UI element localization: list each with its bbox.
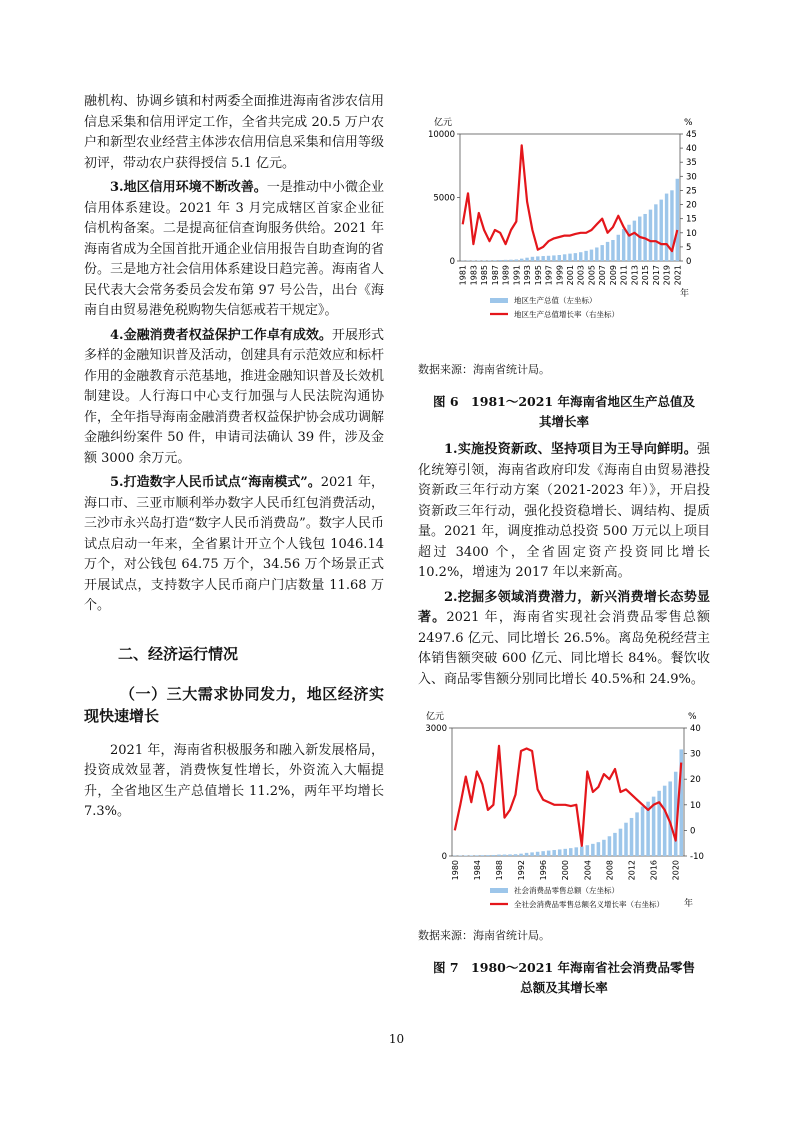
page-number: 10	[388, 1032, 405, 1046]
bar	[617, 235, 620, 261]
right-tick-label: 25	[686, 186, 697, 197]
bar	[665, 194, 668, 261]
right-tick-label: 30	[686, 172, 697, 183]
point-text: 开展形式多样的金融知识普及活动，创建具有示范效应和标杆作用的金融教育示范基地，推进金融知识普及长效机制建设。人行海口中心支行加强与人民法院沟通协作，全年指导海南金融消费者权益保护协会成功调解金融纠纷案件 50 件，申请司法确认 39 件，涉及金额 3000 余万元。	[84, 327, 384, 466]
paragraph-digital-rmb	[84, 473, 384, 617]
chart-retail	[418, 704, 710, 916]
paragraph-credit-environment	[84, 178, 384, 322]
bar	[552, 255, 555, 261]
chart-retail-svg	[418, 704, 710, 912]
bar	[482, 260, 485, 261]
bar	[547, 256, 550, 261]
bar	[558, 255, 561, 261]
x-tick-label: 2013	[630, 265, 640, 286]
bar	[624, 823, 628, 856]
legend-swatch-bar	[490, 298, 508, 303]
x-tick-label: 1995	[533, 265, 543, 286]
point-title: 5.打造数字人民币试点“海南模式”。	[110, 475, 321, 490]
bar	[602, 840, 606, 856]
paragraph-consumption	[418, 588, 710, 691]
x-tick-label: 2016	[649, 860, 659, 881]
x-tick-label: 1991	[512, 265, 522, 286]
x-tick-label: 1999	[555, 265, 565, 286]
right-tick-label: 0	[686, 257, 692, 267]
x-axis-unit: 年	[680, 289, 690, 299]
x-tick-label: 2019	[662, 265, 672, 286]
bar	[630, 818, 634, 856]
legend-swatch-bar	[490, 888, 508, 893]
bar	[504, 260, 507, 261]
bar	[641, 807, 645, 856]
bar	[611, 240, 614, 261]
x-tick-label: 1997	[544, 265, 554, 286]
data-source: 数据来源：海南省统计局。	[418, 363, 550, 376]
bar	[530, 852, 534, 856]
subsection-heading: （一）三大需求协同发力，地区经济实现快速增长	[84, 684, 384, 725]
bar	[676, 179, 679, 261]
x-tick-label: 2011	[619, 265, 629, 286]
point-title: 4.金融消费者权益保护工作卓有成效。	[110, 327, 332, 343]
right-tick-label: 5	[686, 242, 692, 253]
left-tick-label: 10000	[427, 130, 455, 140]
right-tick-label: 40	[690, 724, 701, 734]
right-tick-label: 45	[686, 130, 697, 140]
bar	[503, 855, 507, 856]
x-tick-label: 1996	[539, 860, 549, 881]
bar	[552, 850, 556, 856]
bar	[575, 847, 579, 856]
plot-frame	[460, 134, 680, 261]
x-tick-label: 1988	[494, 860, 504, 881]
bar	[580, 847, 584, 856]
bar	[475, 855, 479, 856]
bar	[531, 257, 534, 261]
x-tick-label: 2004	[583, 860, 593, 881]
bar	[499, 260, 502, 261]
x-tick-label: 2005	[587, 265, 597, 286]
x-tick-label: 1992	[517, 860, 527, 881]
bar	[519, 854, 523, 856]
bar	[536, 256, 539, 261]
point-text: 一是推动中小微企业信用体系建设。2021 年 3 月完成辖区首家企业征信机构备案。二是提高征信查询服务供给。2021 年海南省成为全国首批开通企业信用报告自助查询的省份。三是地方社会信用体系建设日趋完善。海南省人民代表大会常务委员会发布第 97 号公告，出台《海南自由贸易港免税购物失信惩戒若干规定》。	[84, 180, 384, 318]
x-tick-label: 2020	[671, 860, 681, 881]
bar	[558, 849, 562, 856]
bar	[481, 855, 485, 856]
bar	[590, 250, 593, 261]
x-tick-label: 2008	[605, 860, 615, 881]
bar	[657, 791, 661, 856]
legend-label: 社会消费品零售总额（左坐标）	[514, 886, 619, 895]
bar	[635, 812, 639, 856]
section-heading: 二、经济运行情况	[118, 644, 239, 663]
paragraph-rural-credit: 融机构、协调乡镇和村两委全面推进海南省涉农信用信息采集和信用评定工作，全省共完成 20.5 万户农户和新型农业经营主体涉农信用信息采集和信用等级初评，带动农户获得授信 5.1 亿元。	[84, 94, 384, 171]
bar	[464, 855, 468, 856]
right-axis-unit: %	[688, 712, 697, 722]
bar	[649, 210, 652, 261]
bar	[515, 259, 518, 261]
data-source: 数据来源：海南省统计局。	[418, 929, 550, 942]
bar	[514, 854, 518, 856]
bar	[509, 260, 512, 261]
bar	[563, 849, 567, 856]
right-tick-label: 20	[690, 775, 701, 786]
bar	[520, 259, 523, 261]
bar	[584, 251, 587, 261]
bar	[660, 200, 663, 261]
x-tick-label: 2003	[576, 265, 586, 286]
x-tick-label: 2021	[673, 265, 683, 286]
x-axis-unit: 年	[684, 899, 694, 909]
right-tick-label: 10	[686, 228, 697, 239]
x-tick-label: 2000	[561, 860, 571, 881]
bar	[591, 844, 595, 856]
bar	[470, 855, 474, 856]
bar	[622, 229, 625, 261]
left-column	[84, 92, 384, 823]
right-tick-label: 30	[690, 749, 701, 760]
paragraph-consumer-protection	[84, 326, 384, 470]
bar	[579, 252, 582, 261]
legend-label: 地区生产总值增长率（右坐标）	[514, 310, 619, 319]
bar	[654, 204, 657, 261]
bar	[600, 245, 603, 261]
point-text: 强化统筹引领，海南省政府印发《海南自由贸易港投资新政三年行动方案（2021-2023 年）》，开启投资新政三年行动，强化投资稳增长、调结构、提质量。2021 年，调度推动总投资 500 万元以上项目超过 3400 个，全省固定资产投资同比增长 10.2%，增速为 2017 年以来新高。	[418, 442, 710, 580]
left-axis-unit: 亿元	[434, 118, 453, 128]
bar	[663, 786, 667, 856]
left-tick-label: 3000	[425, 724, 447, 734]
bar	[595, 247, 598, 261]
bar	[627, 225, 630, 261]
x-tick-label: 1980	[450, 860, 460, 881]
x-tick-label: 2007	[598, 265, 608, 286]
bar	[597, 842, 601, 856]
point-text: 2021 年，海南省实现社会消费品零售总额 2497.6 亿元、同比增长 26.5%。离岛免税经营主体销售额突破 600 亿元、同比增长 84%。餐饮收入、商品零售额分别同比增长 40.5%和 24.9%。	[418, 610, 710, 687]
bar	[608, 836, 612, 856]
right-tick-label: 0	[690, 826, 696, 837]
chart-gdp-svg	[418, 108, 710, 336]
point-title: 3.地区信用环境不断改善。	[110, 180, 267, 195]
right-tick-label: 35	[686, 158, 697, 169]
bar	[606, 242, 609, 261]
x-tick-label: 1985	[480, 265, 490, 286]
left-tick-label: 0	[449, 257, 455, 267]
bar	[547, 851, 551, 856]
x-tick-label: 1983	[469, 265, 479, 286]
bar	[563, 254, 566, 261]
bar	[613, 833, 617, 856]
bar	[574, 253, 577, 261]
bar	[638, 217, 641, 261]
bar	[488, 260, 491, 261]
bar	[525, 853, 529, 856]
bar	[586, 845, 590, 856]
right-column	[418, 108, 710, 998]
left-tick-label: 5000	[433, 193, 455, 204]
legend-label: 地区生产总值（左坐标）	[514, 296, 597, 305]
figure-caption: 图 7 1980～2021 年海南省社会消费品零售总额及其增长率	[433, 960, 695, 995]
chart-gdp	[418, 108, 710, 340]
x-tick-label: 2017	[651, 265, 661, 286]
x-tick-label: 1987	[490, 265, 500, 286]
right-tick-label: 40	[686, 144, 697, 155]
bar	[497, 855, 501, 856]
bar	[541, 851, 545, 856]
x-tick-label: 2009	[608, 265, 618, 286]
x-tick-label: 1993	[523, 265, 533, 286]
point-text: 2021 年，海口市、三亚市顺利举办数字人民币红包消费活动，三沙市永兴岛打造“数字人民币消费岛”。数字人民币试点启动一年来，全省累计开立个人钱包 1046.14 万个，对公钱包 64.75 万个，34.56 万个场景正式开展试点，支持数字人民币商户门店数量 11.68 万个。	[84, 475, 385, 613]
bar	[568, 254, 571, 261]
bar	[493, 260, 496, 261]
bar	[541, 256, 544, 261]
paragraph-investment	[418, 440, 710, 584]
left-axis-unit: 亿元	[426, 712, 445, 722]
bar	[536, 852, 540, 856]
bar	[569, 848, 573, 856]
right-tick-label: 10	[690, 800, 701, 811]
bar	[633, 221, 636, 261]
x-tick-label: 2001	[566, 265, 575, 286]
right-tick-label: 20	[686, 200, 697, 211]
left-tick-label: 0	[441, 852, 447, 862]
x-tick-label: 1989	[501, 265, 511, 286]
x-tick-label: 1984	[472, 860, 482, 881]
x-tick-label: 1981	[458, 265, 468, 286]
point-title: 2.挖掘多领域消费潜力，新兴消费增长态势显著。	[418, 589, 710, 625]
x-tick-label: 2012	[627, 860, 637, 881]
bar	[492, 855, 496, 856]
right-axis-unit: %	[684, 118, 693, 128]
point-title: 1.实施投资新政、坚持项目为王导向鲜明。	[444, 442, 697, 457]
x-tick-label: 2015	[641, 265, 651, 286]
right-tick-label: -10	[690, 852, 704, 862]
bar	[525, 258, 528, 261]
legend-label: 全社会消费品零售总额名义增长率（右坐标）	[514, 900, 664, 909]
bar	[619, 829, 623, 856]
right-tick-label: 15	[686, 214, 697, 225]
bar	[486, 855, 490, 856]
bar	[508, 854, 512, 856]
figure-caption: 图 6 1981～2021 年海南省地区生产总值及其增长率	[433, 394, 695, 429]
paragraph-economy-growth: 2021 年，海南省积极服务和融入新发展格局，投资成效显著，消费恢复性增长，外资流入大幅提升，全省地区生产总值增长 11.2%，两年平均增长 7.3%。	[84, 742, 384, 819]
